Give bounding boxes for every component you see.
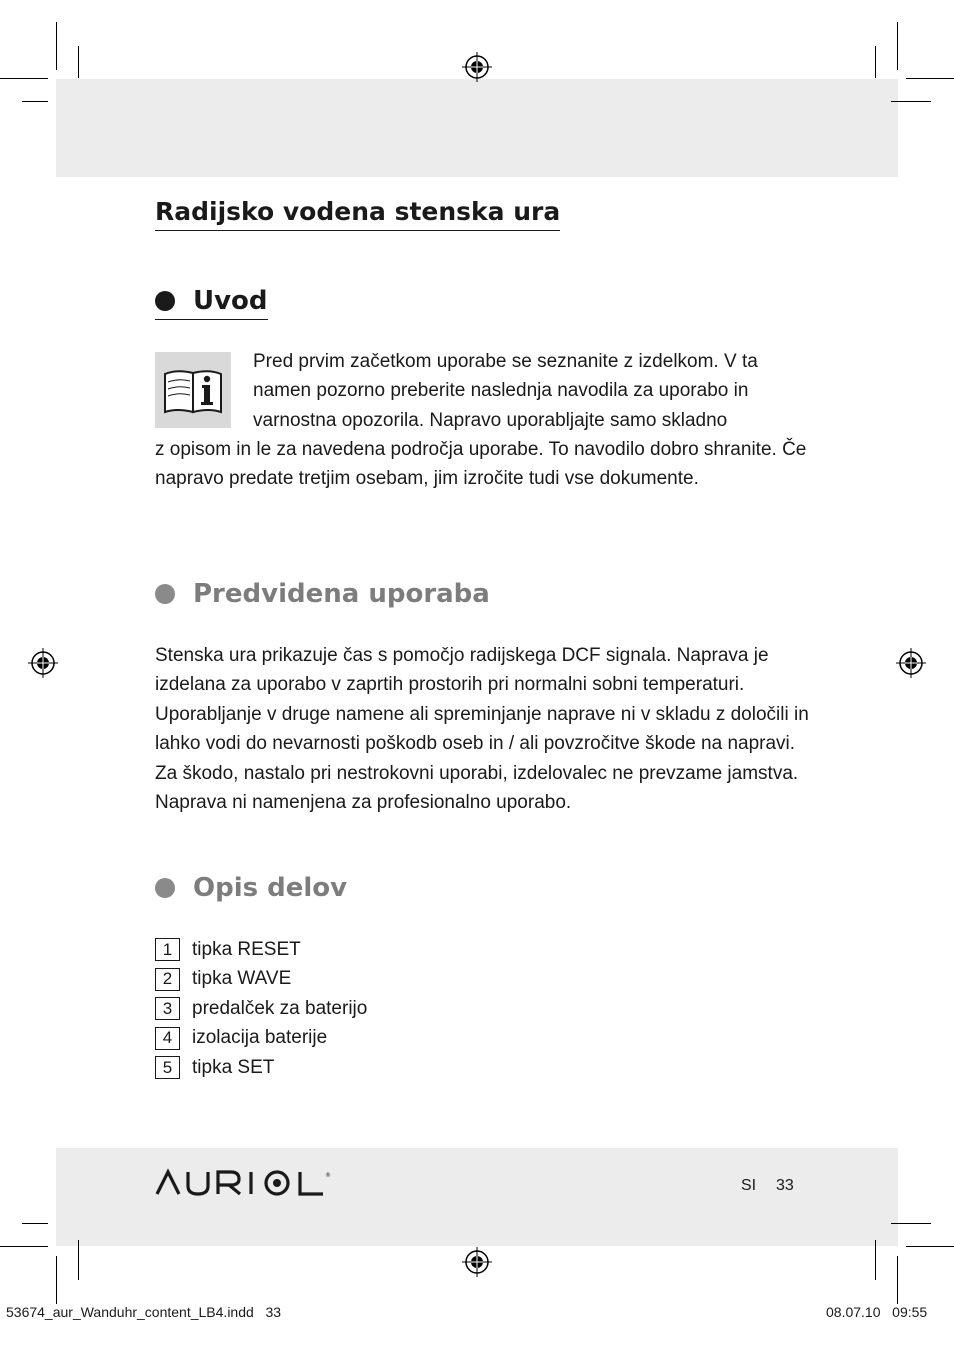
list-item	[155, 935, 367, 965]
part-number: 4	[155, 1027, 180, 1050]
auriol-logo	[155, 1168, 331, 1200]
page-number: 33	[776, 1177, 794, 1194]
registration-mark-icon	[28, 648, 58, 678]
list-item	[155, 965, 367, 995]
print-slug-datetime: 08.07.10 09:55	[826, 1304, 928, 1320]
section-heading-uvod	[155, 283, 268, 320]
part-label: izolacija baterije	[192, 1027, 328, 1049]
print-slug-file: 53674_aur_Wanduhr_content_LB4.indd 33	[6, 1304, 282, 1320]
bullet-icon	[155, 878, 175, 898]
part-number: 5	[155, 1056, 180, 1079]
section-heading-opis-delov	[155, 870, 347, 906]
part-label: tipka RESET	[192, 938, 301, 960]
header-band	[56, 79, 898, 177]
part-label: tipka WAVE	[192, 968, 292, 990]
part-label: predalček za baterijo	[192, 997, 368, 1019]
part-number: 1	[155, 938, 180, 961]
section-heading-label: Opis delov	[193, 873, 348, 903]
list-item	[155, 1024, 367, 1054]
bullet-icon	[155, 291, 175, 311]
parts-list	[155, 935, 367, 1083]
part-number: 3	[155, 997, 180, 1020]
registration-mark-icon	[896, 648, 926, 678]
intended-use-paragraph: Stenska ura prikazuje čas s pomočjo radijskega DCF signala. Naprava je izdelana za uporabo v zaprtih prostorih pri normalni sobni temperaturi. Uporabljanje v druge namene ali spreminjanje naprave ni v skladu z določili in lahko vodi do nevarnosti poškodb oseb in / ali povzročitve škode na napravi. Za škodo, nastalo pri nestrokovni uporabi, izdelovalec ne prevzame jamstva. Naprava ni namenjena za profesionalno uporabo.	[155, 645, 809, 814]
book-info-icon	[155, 352, 231, 428]
footer-language: SI	[741, 1177, 757, 1194]
section-heading-predvidena-uporaba	[155, 576, 490, 612]
bullet-icon	[155, 584, 175, 604]
intro-paragraph-part1: Pred prvim začetkom uporabe se seznanite z izdelkom. V ta namen pozorno preberite naslednja navodila za uporabo in varnostna opozorila. Napravo uporabljajte samo skladno	[253, 351, 758, 431]
section-heading-label: Predvidena uporaba	[193, 579, 490, 609]
svg-text:®: ®	[325, 1172, 331, 1179]
registration-mark-icon	[462, 1247, 492, 1277]
part-label: tipka SET	[192, 1056, 275, 1078]
list-item	[155, 994, 367, 1024]
section-heading-label: Uvod	[193, 286, 268, 316]
registration-mark-icon	[462, 52, 492, 82]
part-number: 2	[155, 968, 180, 991]
intro-paragraph-part2: z opisom in le za navedena področja uporabe. To navodilo dobro shranite. Če napravo predate tretjim osebam, jim izročite tudi vse dokumente.	[155, 439, 807, 490]
list-item	[155, 1053, 367, 1083]
page-title: Radijsko vodena stenska ura	[155, 194, 560, 231]
